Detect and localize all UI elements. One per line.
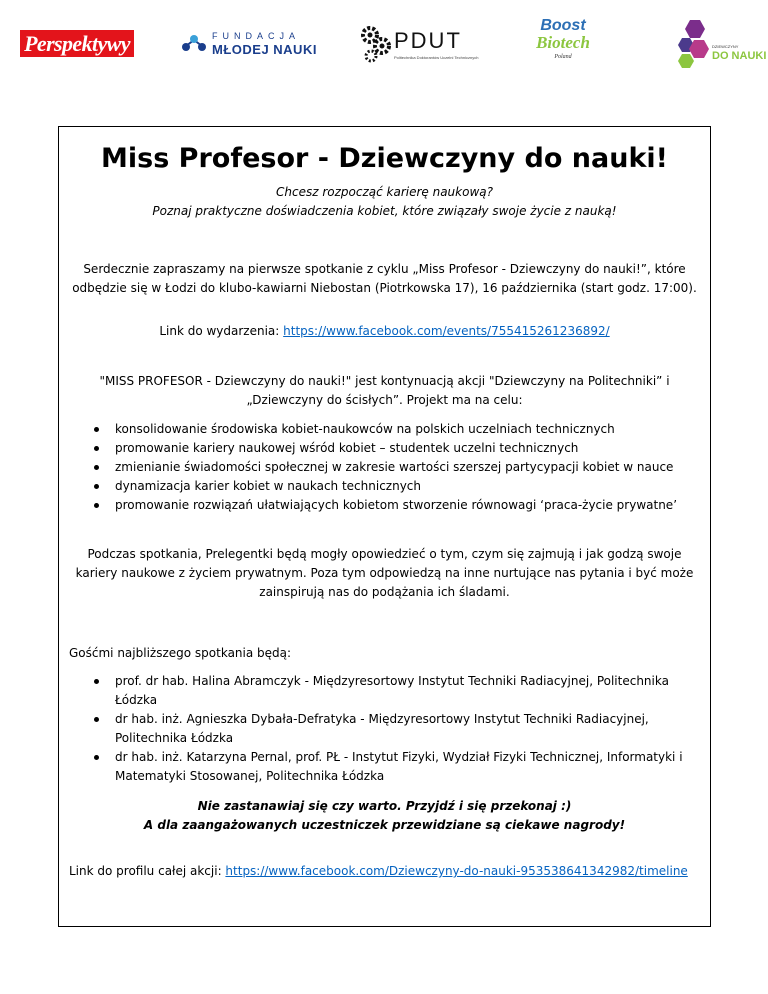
dziewczyny-do-nauki-logo	[676, 18, 767, 68]
invitation-paragraph: Serdecznie zapraszamy na pierwsze spotkanie z cyklu „Miss Profesor - Dziewczyny do nauki!”, które odbędzie się w Łodzi do klubo-kawiarni Niebostan (Piotrkowska 17), 16 października (start godz. 17:00).	[72, 262, 697, 295]
sponsor-logos	[0, 0, 768, 100]
fundacja-mlodej-nauki-logo	[180, 30, 320, 60]
pdut-logo	[360, 24, 479, 68]
boost-label: Boost	[540, 17, 586, 34]
biotech-label: Biotech	[536, 33, 590, 52]
event-link[interactable]: https://www.facebook.com/events/755415261236892/	[283, 324, 610, 338]
dziewczyny-label: DZIEWCZYNY	[712, 44, 739, 49]
poland-label: Poland	[554, 54, 572, 60]
guests-label: Gośćmi najbliższego spotkania będą:	[69, 646, 292, 660]
fundacja-label: FUNDACJA	[212, 31, 301, 41]
molecule-icon	[180, 32, 208, 56]
perspektywy-logo-text: Perspektywy	[24, 31, 130, 56]
perspektywy-logo	[20, 30, 134, 57]
event-link-line	[69, 322, 700, 341]
pdut-subtitle: Politechnika Doktorantów Uczelni Technicznych	[394, 55, 479, 60]
cta-line-1: Nie zastanawiaj się czy warto. Przyjdź i się przekonaj :)	[197, 799, 572, 813]
hexagons-icon	[676, 18, 716, 68]
list-item: dynamizacja karier kobiet w naukach technicznych	[59, 477, 710, 496]
list-item: zmienianie świadomości społecznej w zakresie wartości szerszej partycypacji kobiet w nauce	[59, 458, 710, 477]
guests-list	[59, 672, 710, 786]
page-title: Miss Profesor - Dziewczyny do nauki!	[101, 143, 668, 174]
list-item: promowanie kariery naukowej wśród kobiet – studentek uczelni technicznych	[59, 439, 710, 458]
boost-biotech-logo	[528, 18, 598, 66]
list-item: prof. dr hab. Halina Abramczyk - Międzyresortowy Instytut Techniki Radiacyjnej, Politechnika Łódzka	[59, 672, 710, 710]
list-item: dr hab. inż. Katarzyna Pernal, prof. PŁ - Instytut Fizyki, Wydział Fizyki Technicznej, Informatyki i Matematyki Stosowanej, Politechnika Łódzka	[59, 748, 710, 786]
cta-line-2: A dla zaangażowanych uczestniczek przewidziane są ciekawe nagrody!	[143, 818, 626, 832]
do-nauki-label: DO NAUKI	[712, 50, 767, 62]
list-item: konsolidowanie środowiska kobiet-naukowców na polskich uczelniach technicznych	[59, 420, 710, 439]
event-link-label: Link do wydarzenia:	[159, 324, 284, 338]
document-frame	[58, 126, 711, 927]
continuation-paragraph: "MISS PROFESOR - Dziewczyny do nauki!" jest kontynuacją akcji "Dziewczyny na Politechniki” i „Dziewczyny do ścisłych”. Projekt ma na celu:	[99, 374, 670, 407]
profile-link-label: Link do profilu całej akcji:	[69, 864, 226, 878]
profile-link-line	[69, 862, 700, 881]
pdut-name: PDUT	[394, 28, 462, 53]
subtitle-tagline: Poznaj praktyczne doświadczenia kobiet, które związały swoje życie z nauką!	[152, 204, 617, 218]
list-item: dr hab. inż. Agnieszka Dybała-Defratyka - Międzyresortowy Instytut Techniki Radiacyjnej, Politechnika Łódzka	[59, 710, 710, 748]
subtitle-question: Chcesz rozpocząć karierę naukową?	[275, 185, 493, 199]
meeting-description: Podczas spotkania, Prelegentki będą mogły opowiedzieć o tym, czym się zajmują i jak godzą swoje kariery naukowe z życiem prywatnym. Poza tym odpowiedzą na inne nurtujące nas pytania i być może zainspirują nas do podążania ich śladami.	[75, 547, 694, 599]
goals-list	[59, 420, 710, 515]
profile-link[interactable]: https://www.facebook.com/Dziewczyny-do-nauki-953538641342982/timeline	[225, 864, 688, 878]
gears-icon	[360, 24, 392, 64]
list-item: promowanie rozwiązań ułatwiających kobietom stworzenie równowagi ‘praca-życie prywatne’	[59, 496, 710, 515]
mlodej-nauki-label: MŁODEJ NAUKI	[212, 42, 317, 57]
